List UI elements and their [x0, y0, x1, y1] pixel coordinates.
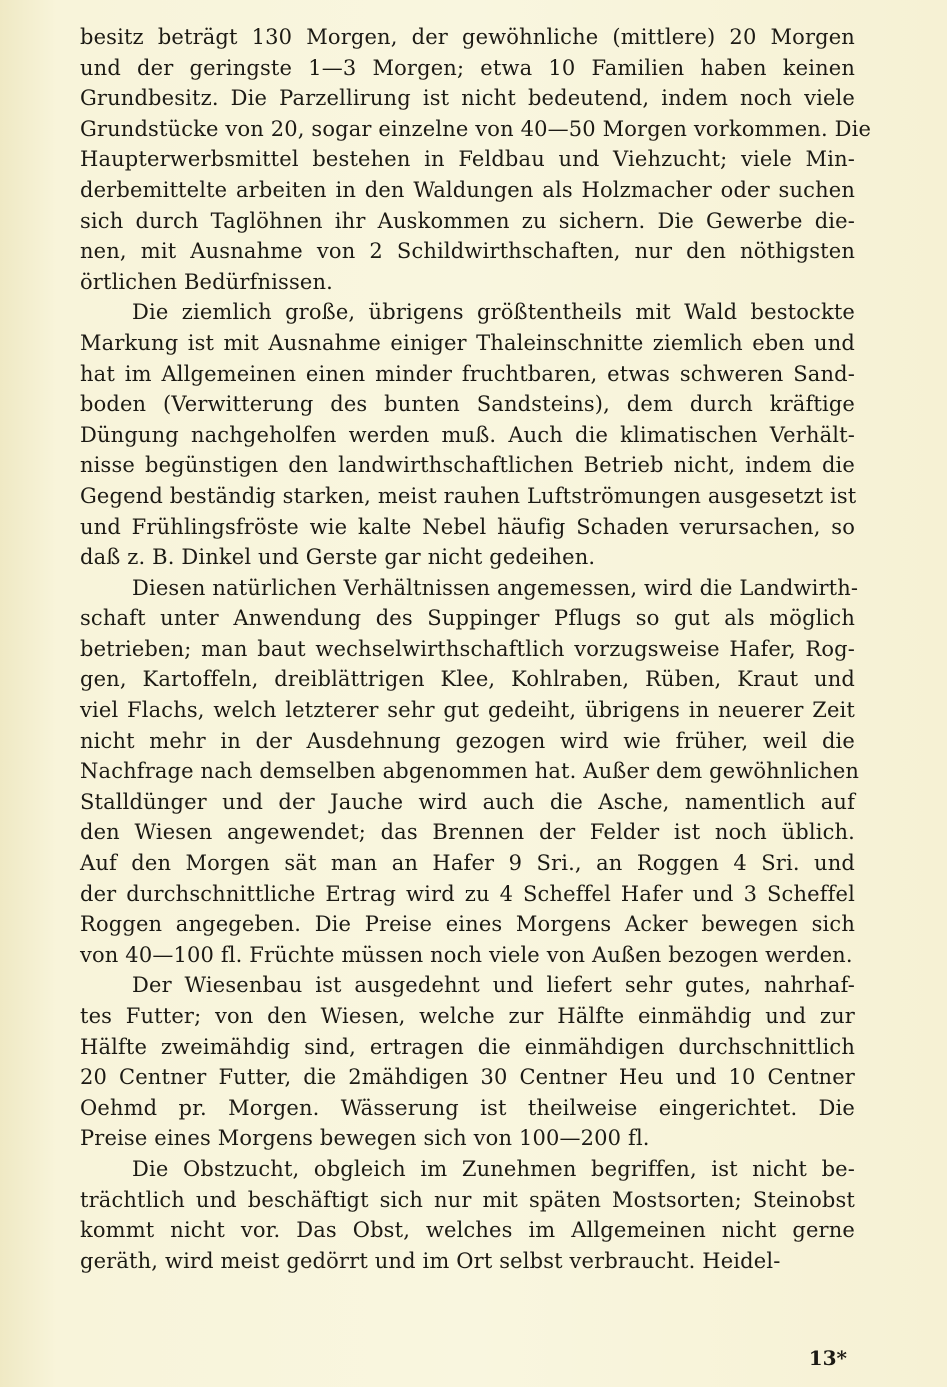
paragraph [80, 970, 855, 1154]
text-line: örtlichen Bedürfnissen. [80, 269, 333, 294]
text-line: boden (Verwitterung des bunten Sandsteins), dem durch kräftige [80, 392, 855, 417]
text-line: sich durch Taglöhnen ihr Auskommen zu sichern. Die Gewerbe die- [80, 208, 855, 233]
text-line: Preise eines Morgens bewegen sich von 100—200 fl. [80, 1126, 650, 1151]
text-line: Markung ist mit Ausnahme einiger Thaleinschnitte ziemlich eben und [80, 330, 855, 355]
body-text [80, 22, 872, 1276]
paragraph [80, 297, 855, 572]
text-line: Grundbesitz. Die Parzellirung ist nicht bedeutend, indem noch viele [80, 86, 855, 111]
text-line: Gegend beständig starken, meist rauhen Luftströmungen ausgesetzt ist [80, 483, 857, 508]
text-line: trächtlich und beschäftigt sich nur mit späten Mostsorten; Steinobst [80, 1187, 855, 1212]
text-line: Auf den Morgen sät man an Hafer 9 Sri., an Roggen 4 Sri. und [80, 851, 855, 876]
text-line: nisse begünstigen den landwirthschaftlichen Betrieb nicht, indem die [80, 453, 855, 478]
paragraph [80, 573, 860, 971]
text-line: betrieben; man baut wechselwirthschaftlich vorzugsweise Hafer, Rog- [80, 636, 855, 661]
text-line: hat im Allgemeinen einen minder fruchtbaren, etwas schweren Sand- [80, 361, 855, 386]
text-line: und Frühlingsfröste wie kalte Nebel häufig Schaden verursachen, so [80, 514, 855, 539]
text-line: Die ziemlich große, übrigens größtentheils mit Wald bestockte [132, 300, 855, 325]
text-line: daß z. B. Dinkel und Gerste gar nicht gedeihen. [80, 545, 596, 570]
paragraph [80, 22, 872, 297]
text-line: geräth, wird meist gedörrt und im Ort selbst verbraucht. Heidel- [80, 1248, 781, 1273]
text-line: Grundstücke von 20, sogar einzelne von 40—50 Morgen vorkommen. Die [80, 116, 872, 141]
text-line: nicht mehr in der Ausdehnung gezogen wird wie früher, weil die [80, 728, 855, 753]
text-line: der durchschnittliche Ertrag wird zu 4 Scheffel Hafer und 3 Scheffel [80, 881, 855, 906]
text-line: den Wiesen angewendet; das Brennen der Felder ist noch üblich. [80, 820, 855, 845]
text-line: viel Flachs, welch letzterer sehr gut gedeiht, übrigens in neuerer Zeit [80, 698, 855, 723]
text-line: Stalldünger und der Jauche wird auch die Asche, namentlich auf [80, 789, 855, 814]
text-line: Oehmd pr. Morgen. Wässerung ist theilweise eingerichtet. Die [80, 1095, 855, 1120]
signature-mark: 13* [808, 1346, 847, 1370]
text-line: schaft unter Anwendung des Suppinger Pflugs so gut als möglich [80, 606, 855, 631]
text-line: Düngung nachgeholfen werden muß. Auch die klimatischen Verhält- [80, 422, 855, 447]
text-line: derbemittelte arbeiten in den Waldungen als Holzmacher oder suchen [80, 177, 855, 202]
text-line: Haupterwerbsmittel bestehen in Feldbau und Viehzucht; viele Min- [80, 147, 855, 172]
text-line: Der Wiesenbau ist ausgedehnt und liefert sehr gutes, nahrhaf- [132, 973, 855, 998]
text-line: Nachfrage nach demselben abgenommen hat. Außer dem gewöhnlichen [80, 759, 860, 784]
text-line: besitz beträgt 130 Morgen, der gewöhnliche (mittlere) 20 Morgen [80, 25, 855, 49]
text-line: gen, Kartoffeln, dreiblättrigen Klee, Kohlraben, Rüben, Kraut und [80, 667, 855, 692]
text-line: Hälfte zweimähdig sind, ertragen die einmähdigen durchschnittlich [80, 1034, 855, 1059]
text-line: und der geringste 1—3 Morgen; etwa 10 Familien haben keinen [80, 55, 855, 80]
text-line: Roggen angegeben. Die Preise eines Morgens Acker bewegen sich [80, 912, 855, 937]
text-line: kommt nicht vor. Das Obst, welches im Allgemeinen nicht gerne [80, 1218, 855, 1243]
text-line: 20 Centner Futter, die 2mähdigen 30 Centner Heu und 10 Centner [80, 1065, 855, 1090]
text-line: Die Obstzucht, obgleich im Zunehmen begriffen, ist nicht be- [132, 1156, 855, 1181]
text-line: Diesen natürlichen Verhältnissen angemessen, wird die Landwirth- [132, 575, 859, 600]
text-line: von 40—100 fl. Früchte müssen noch viele von Außen bezogen werden. [80, 942, 853, 967]
text-line: tes Futter; von den Wiesen, welche zur Hälfte einmähdig und zur [80, 1004, 855, 1028]
text-line: nen, mit Ausnahme von 2 Schildwirthschaften, nur den nöthigsten [80, 239, 855, 264]
paragraph [80, 1154, 855, 1276]
